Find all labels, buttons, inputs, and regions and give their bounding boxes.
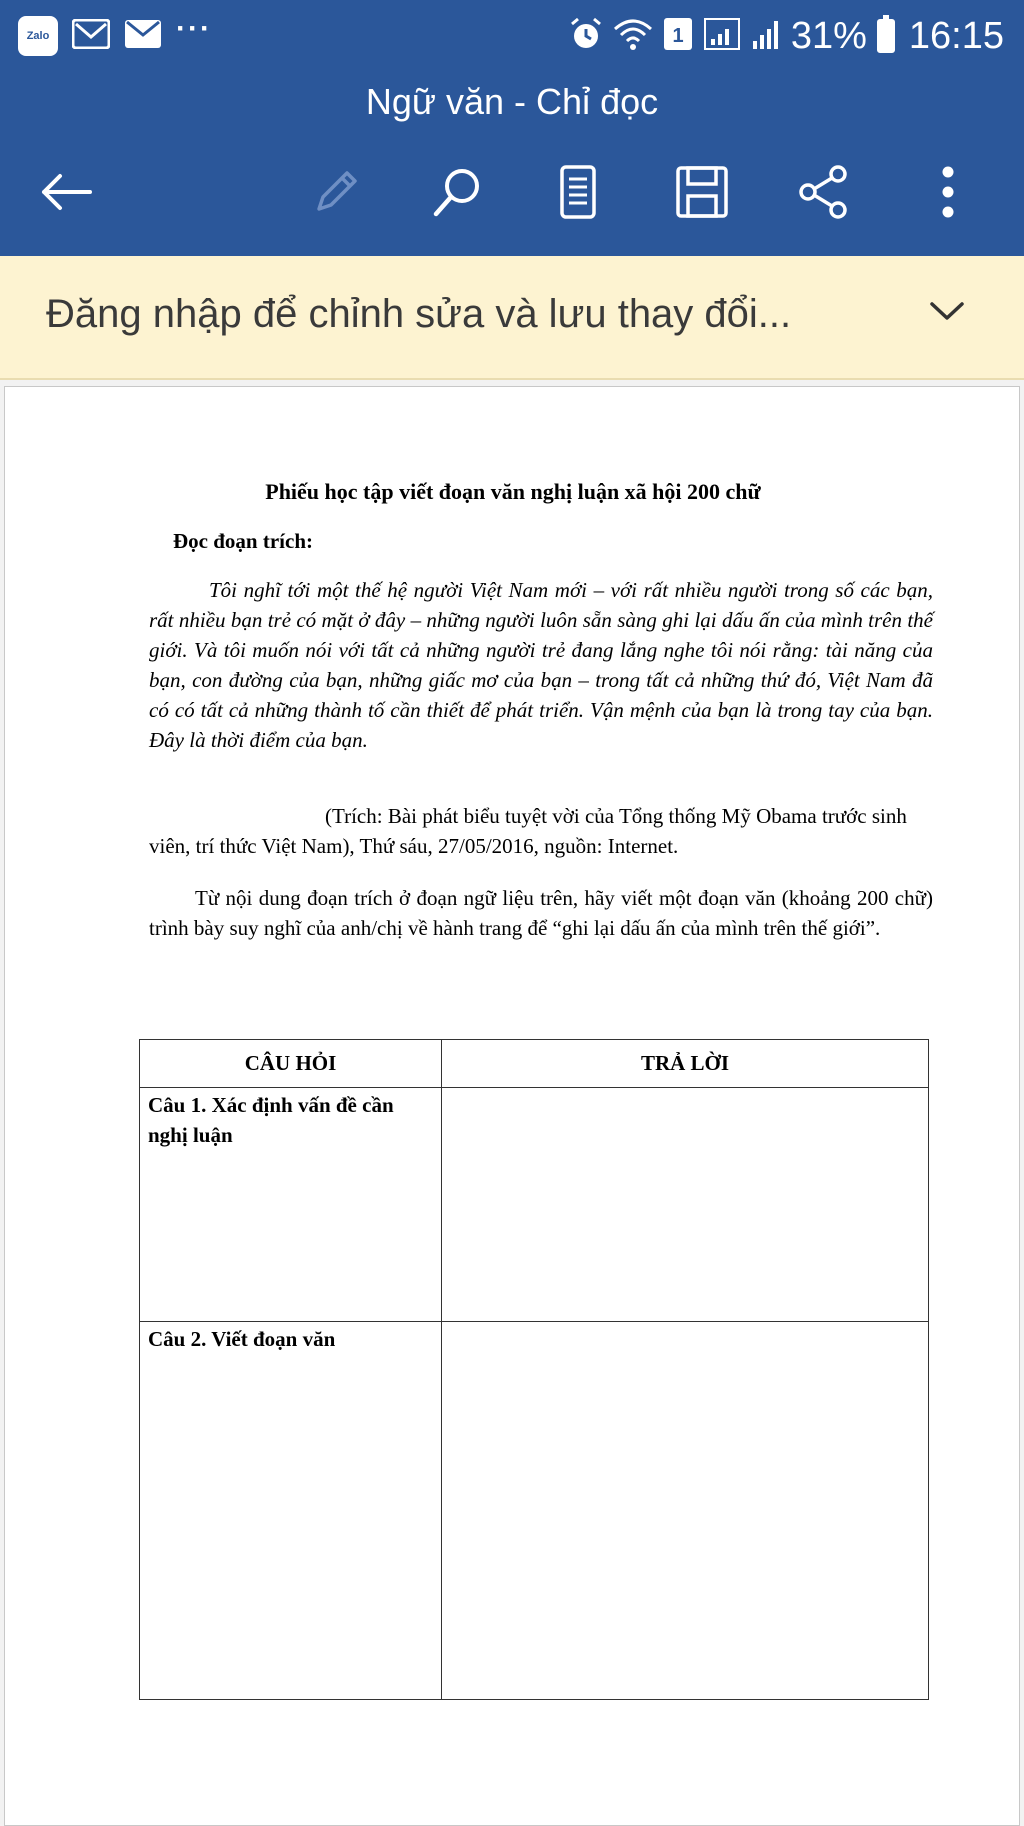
back-arrow-icon: [38, 170, 94, 214]
sim-slot-icon: [663, 17, 693, 55]
question-answer-table: [139, 1039, 929, 1700]
question-cell: [140, 1322, 442, 1700]
save-button[interactable]: [670, 160, 734, 224]
header-answer: TRẢ LỜI: [442, 1040, 929, 1088]
share-icon: [796, 164, 852, 220]
status-bar: [0, 0, 1024, 72]
writing-prompt: Từ nội dung đoạn trích ở đoạn ngữ liệu trên, hãy viết một đoạn văn (khoảng 200 chữ) trình bày suy nghĩ của anh/chị về hành trang để “ghi lại dấu ấn của mình trên thế giới”.: [149, 886, 933, 940]
toolbar: [0, 150, 1024, 234]
excerpt-paragraph: Tôi nghĩ tới một thế hệ người Việt Nam mới – với rất nhiều người trong số các bạn, rất nhiều bạn trẻ có mặt ở đây – những người luôn sẵn sàng ghi lại dấu ấn của mình trên thế giới. Và tôi muốn nói với tất cả những người trẻ đang lắng nghe tôi nói rằng: tài năng của bạn, con đường của bạn, những giấc mơ của bạn – trong tất cả những thứ đó, Việt Nam đã có có tất cả những thành tố cần thiết để phát triển. Vận mệnh của bạn là trong tay của bạn. Đây là thời điểm của bạn.: [149, 578, 933, 752]
more-notifications-icon: ···: [176, 12, 212, 45]
title-bar: [0, 72, 1024, 132]
document-title: Ngữ văn - Chỉ đọc: [365, 81, 659, 122]
source-citation: (Trích: Bài phát biểu tuyệt vời của Tổng thống Mỹ Obama trước sinh viên, trí thức Việt Nam), Thứ sáu, 27/05/2016, nguồn: Internet.: [149, 804, 907, 858]
alarm-icon: [569, 17, 603, 55]
sign-in-banner[interactable]: [0, 256, 1024, 380]
question-cell: [140, 1088, 442, 1322]
sign-in-banner-text: Đăng nhập để chỉnh sửa và lưu thay đổi...: [46, 292, 792, 336]
more-options-button[interactable]: [916, 160, 980, 224]
app-header: [0, 0, 1024, 256]
share-button[interactable]: [792, 160, 856, 224]
reading-view-button[interactable]: [546, 160, 610, 224]
question-text: Câu 2. Viết đoạn văn: [148, 1327, 336, 1351]
battery-icon: [877, 19, 895, 53]
more-vertical-icon: [938, 164, 958, 220]
table-row: [140, 1322, 929, 1700]
mail-icon: [124, 19, 162, 53]
signal-strength-icon: [703, 17, 741, 55]
table-row: [140, 1088, 929, 1322]
question-text: Câu 1. Xác định vấn đề cần nghị luận: [148, 1093, 394, 1147]
clock: 16:15: [908, 15, 1004, 57]
signal-strength-icon-2: [751, 17, 781, 55]
answer-cell: [442, 1322, 929, 1700]
pencil-icon: [309, 165, 363, 219]
search-icon: [430, 164, 486, 220]
answer-cell: [442, 1088, 929, 1322]
svg-text:1: 1: [672, 25, 684, 47]
reading-view-icon: [556, 164, 600, 220]
zalo-icon: Zalo: [18, 16, 58, 56]
chevron-down-icon[interactable]: [928, 298, 966, 328]
document-page: [4, 386, 1020, 1826]
worksheet-title: Phiếu học tập viết đoạn văn nghị luận xã hội 200 chữ: [265, 479, 761, 504]
wifi-icon: [613, 17, 653, 55]
reading-label: Đọc đoạn trích:: [173, 529, 313, 553]
battery-percent: 31%: [790, 15, 867, 57]
header-question: CÂU HỎI: [140, 1040, 442, 1088]
table-header-row: [140, 1040, 929, 1088]
edit-button[interactable]: [304, 160, 368, 224]
search-button[interactable]: [426, 160, 490, 224]
gmail-icon: [72, 19, 110, 53]
save-icon: [674, 164, 730, 220]
back-button[interactable]: [34, 160, 98, 224]
